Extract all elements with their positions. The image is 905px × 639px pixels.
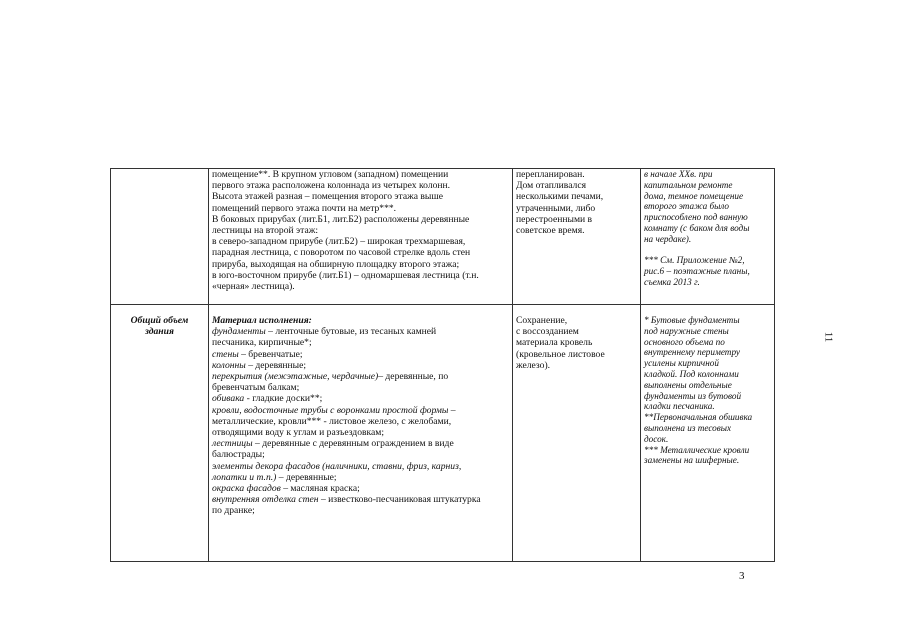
material-line bbox=[212, 438, 509, 449]
material-line bbox=[212, 382, 509, 393]
text-line: заменены на шиферные. bbox=[644, 455, 740, 466]
material-label: лопатки и т.п.) bbox=[212, 471, 277, 483]
material-text: песчаника, кирпичные*; bbox=[212, 337, 312, 349]
material-label: элементы декора фасадов (наличники, ставни, фриз, карниз, bbox=[212, 460, 462, 472]
text-line: утраченными, либо bbox=[516, 202, 596, 214]
text-line: помещение**. В крупном угловом (западном) помещении bbox=[212, 169, 449, 180]
material-label: обивака bbox=[212, 393, 245, 405]
text-line bbox=[644, 245, 771, 256]
row1-description-cell bbox=[209, 169, 513, 305]
material-line bbox=[212, 416, 509, 427]
text-line: Общий объем bbox=[130, 315, 189, 326]
text-line: «черная» лестница). bbox=[212, 281, 295, 293]
material-line bbox=[212, 393, 509, 404]
material-text: балюстрады; bbox=[212, 449, 265, 461]
text-line: прируба, выходящая на обширную площадку второго этажа; bbox=[212, 258, 460, 270]
text-line: комнату (с баком для воды bbox=[644, 222, 750, 233]
row2-header-cell bbox=[111, 305, 209, 562]
side-page-number: 11 bbox=[822, 331, 835, 343]
material-line bbox=[212, 494, 509, 505]
text-line: с воссозданием bbox=[516, 326, 579, 338]
text-line: первого этажа расположена колоннада из четырех колонн. bbox=[212, 180, 451, 192]
text-line: выполнена из тесовых bbox=[644, 422, 732, 433]
material-label: перекрытия (межэтажные, чердачные) bbox=[212, 371, 379, 383]
material-label: лестницы bbox=[212, 438, 253, 450]
material-line bbox=[212, 349, 509, 360]
material-label: внутренняя отделка стен bbox=[212, 494, 319, 506]
text-line: **Первоначальная обшивка bbox=[644, 412, 753, 423]
row1-header-cell bbox=[111, 169, 209, 305]
text-line: железо). bbox=[516, 359, 551, 371]
material-text: по дранке; bbox=[212, 505, 255, 517]
material-text: – деревянные, по bbox=[378, 371, 449, 383]
material-text: – известково-песчаниковая штукатурка bbox=[318, 494, 481, 506]
text-line: кладкой. Под колоннами bbox=[644, 368, 739, 379]
material-line bbox=[212, 337, 509, 348]
materials-title: Материал исполнения: bbox=[212, 315, 312, 326]
material-label: колонны bbox=[212, 359, 246, 371]
text-line: кладки песчаника. bbox=[644, 401, 715, 412]
text-line: Сохранение, bbox=[516, 315, 568, 326]
text-line: Дом отапливался bbox=[516, 180, 586, 192]
material-text: отводящими воду к углам и разъездовкам; bbox=[212, 427, 385, 439]
material-line bbox=[212, 449, 509, 460]
material-label: стены bbox=[212, 348, 239, 360]
material-label: окраска фасадов bbox=[212, 483, 281, 495]
text-line: рис.6 – поэтажные планы, bbox=[644, 266, 750, 277]
material-text: металлические, кровли*** - листовое железо, с желобами, bbox=[212, 415, 452, 427]
text-line: лестницы на второй этаж: bbox=[212, 225, 319, 237]
material-text: – бревенчатые; bbox=[238, 348, 303, 360]
table-row bbox=[111, 169, 775, 305]
row2-condition-cell bbox=[513, 305, 641, 562]
text-line: на чердаке). bbox=[644, 233, 692, 244]
text-line: под наружные стены bbox=[644, 325, 729, 336]
material-text: – ленточные бутовые, из тесаных камней bbox=[265, 326, 437, 338]
row2-materials-cell bbox=[209, 305, 513, 562]
material-text: – масляная краска; bbox=[280, 483, 360, 495]
text-line: перепланирован. bbox=[516, 169, 585, 180]
text-line: советское время. bbox=[516, 225, 585, 237]
material-line bbox=[212, 427, 509, 438]
text-line: материала кровель bbox=[516, 337, 593, 349]
material-line bbox=[212, 371, 509, 382]
text-line: в северо-западном прирубе (лит.Б2) – широкая трехмаршевая, bbox=[212, 236, 466, 248]
text-line: перестроенными в bbox=[516, 213, 593, 225]
material-line bbox=[212, 483, 509, 494]
row2-notes-cell bbox=[641, 305, 775, 562]
text-line: здания bbox=[145, 326, 174, 338]
text-line: в юго-восточном прирубе (лит.Б1) – одномаршевая лестница (т.н. bbox=[212, 269, 479, 281]
text-line: Высота этажей разная – помещения второго этажа выше bbox=[212, 191, 443, 203]
text-line: (кровельное листовое bbox=[516, 348, 605, 360]
material-text: – деревянные с деревянным ограждением в виде bbox=[252, 438, 454, 450]
material-text: - гладкие доски**; bbox=[244, 393, 323, 405]
text-line: несколькими печами, bbox=[516, 191, 604, 203]
material-line bbox=[212, 360, 509, 371]
text-line: внутреннему периметру bbox=[644, 347, 740, 358]
material-line bbox=[212, 472, 509, 483]
material-text: – деревянные; bbox=[276, 471, 337, 483]
material-label: фундаменты bbox=[212, 326, 266, 338]
material-label: кровли, водосточные трубы с воронками простой формы bbox=[212, 404, 449, 416]
row1-condition-cell bbox=[513, 169, 641, 305]
text-line: фундаменты из бутовой bbox=[644, 390, 742, 401]
text-line: *** Металлические кровли bbox=[644, 444, 750, 455]
text-line: приспособлено под ванную bbox=[644, 212, 748, 223]
material-text: бревенчатым балкам; bbox=[212, 382, 300, 394]
text-line: парадная лестница, с поворотом по часовой стрелке вдоль стен bbox=[212, 247, 471, 259]
text-line: дома, темное помещение bbox=[644, 190, 744, 201]
text-line: капитальном ремонте bbox=[644, 179, 733, 190]
text-line: выполнены отдельные bbox=[644, 379, 732, 390]
text-line: досок. bbox=[644, 433, 669, 444]
text-line: * Бутовые фундаменты bbox=[644, 315, 740, 325]
material-text: – деревянные; bbox=[245, 359, 307, 371]
material-line bbox=[212, 326, 509, 337]
text-line: усилены кирпичной bbox=[644, 358, 719, 369]
material-line bbox=[212, 505, 509, 516]
row1-notes-cell bbox=[641, 169, 775, 305]
text-line: основного объема по bbox=[644, 336, 725, 347]
table-row bbox=[111, 305, 775, 562]
page-number: 3 bbox=[739, 570, 745, 582]
text-line: съемка 2013 г. bbox=[644, 276, 700, 287]
document-table bbox=[110, 168, 775, 562]
material-text: – bbox=[448, 404, 456, 416]
text-line: *** См. Приложение №2, bbox=[644, 255, 745, 266]
text-line: В боковых прирубах (лит.Б1, лит.Б2) расположены деревянные bbox=[212, 213, 470, 225]
text-line: второго этажа было bbox=[644, 201, 730, 212]
text-line: помещений первого этажа почти на метр***. bbox=[212, 202, 397, 214]
material-line bbox=[212, 461, 509, 472]
text-line: в начале ХХв. при bbox=[644, 169, 713, 179]
material-line bbox=[212, 405, 509, 416]
